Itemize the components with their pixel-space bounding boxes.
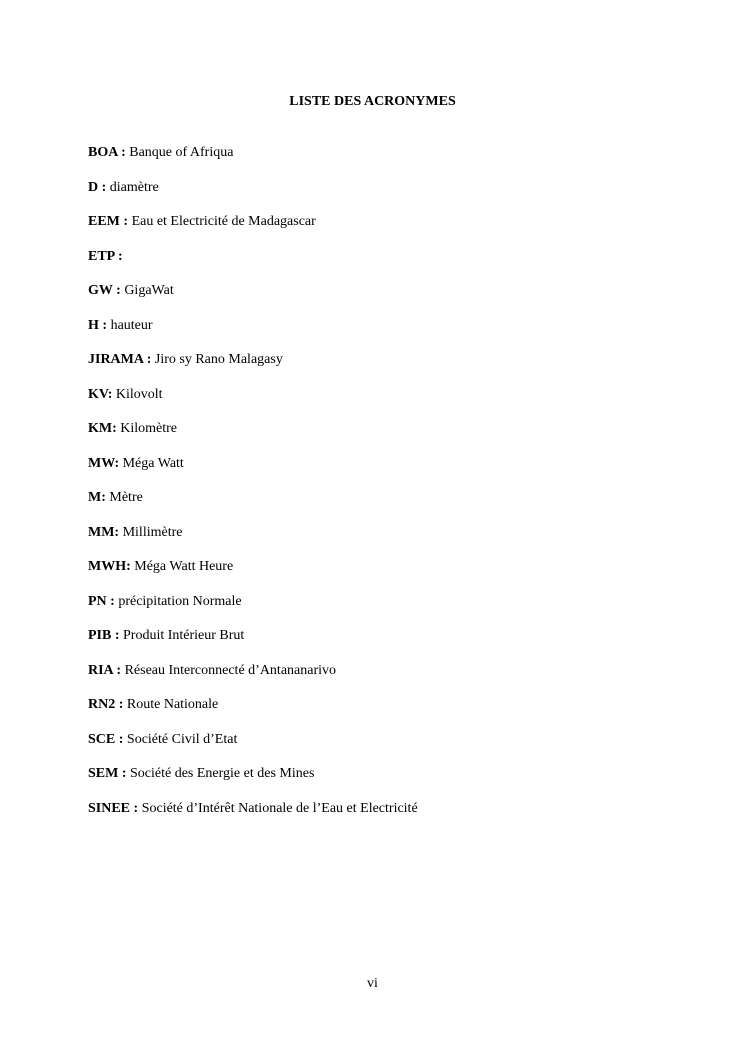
acronym-item-eem [88,214,688,249]
acronym-term: M: [88,490,106,505]
acronym-item-h [88,318,688,353]
acronym-item-mw [88,456,688,491]
acronym-definition: Jiro sy Rano Malagasy [154,352,283,367]
acronym-definition: diamètre [109,179,159,195]
acronym-item-gw [88,283,688,318]
acronym-item-d [88,180,688,215]
acronym-definition: Kilomètre [120,421,178,436]
acronym-term: KM: [88,421,117,436]
acronym-term: SEM : [88,766,127,781]
acronym-definition: Réseau Interconnecté d’Antananarivo [124,662,337,678]
acronym-term: KV: [88,386,113,402]
acronym-item-ria [88,663,688,698]
acronym-definition: Eau et Electricité de Madagascar [131,214,316,229]
acronym-definition: GigaWat [124,283,174,298]
acronym-item-jirama [88,352,688,387]
acronym-definition: Méga Watt Heure [134,559,234,574]
acronym-term: MW: [88,455,120,471]
acronym-definition: Société Civil d’Etat [126,731,238,747]
acronym-term: PN : [88,593,115,609]
acronym-item-pn [88,594,688,629]
acronym-item-m [88,490,688,525]
acronym-definition: Produit Intérieur Brut [123,628,245,643]
acronym-definition: Millimètre [122,524,183,540]
acronym-term: ETP : [88,248,123,264]
acronym-item-sinee [88,801,688,836]
acronym-definition: Méga Watt [122,455,184,471]
acronym-item-sce [88,732,688,767]
acronym-definition: Mètre [109,490,143,505]
acronym-definition: Route Nationale [126,697,219,712]
acronym-definition: Kilovolt [115,386,163,402]
acronym-definition: Société des Energie et des Mines [130,766,315,781]
acronym-term: EEM : [88,214,129,229]
acronym-definition: Banque of Afriqua [129,145,234,160]
acronym-term: SCE : [88,731,124,747]
acronym-term: GW : [88,283,121,298]
acronym-item-rn2 [88,697,688,732]
page-title: LISTE DES ACRONYMES [289,94,456,109]
acronym-term: H : [88,317,108,333]
acronym-list [88,145,688,835]
acronym-item-kv [88,387,688,422]
acronym-term: JIRAMA : [88,352,152,367]
acronym-item-km [88,421,688,456]
acronym-item-mwh [88,559,688,594]
acronym-item-pib [88,628,688,663]
acronym-term: BOA : [88,145,126,160]
acronym-definition: précipitation Normale [118,593,242,609]
page-number: vi [367,976,378,991]
acronym-definition: hauteur [110,317,153,333]
acronym-term: D : [88,179,107,195]
acronym-term: MWH: [88,559,131,574]
acronym-item-boa [88,145,688,180]
acronym-term: PIB : [88,628,120,643]
acronym-item-mm [88,525,688,560]
acronym-item-etp [88,249,688,284]
acronym-term: RIA : [88,662,122,678]
acronym-term: RN2 : [88,697,124,712]
acronym-term: MM: [88,524,120,540]
acronym-term: SINEE : [88,800,139,816]
acronym-item-sem [88,766,688,801]
acronym-definition: Société d’Intérêt Nationale de l’Eau et Electricité [141,800,418,816]
